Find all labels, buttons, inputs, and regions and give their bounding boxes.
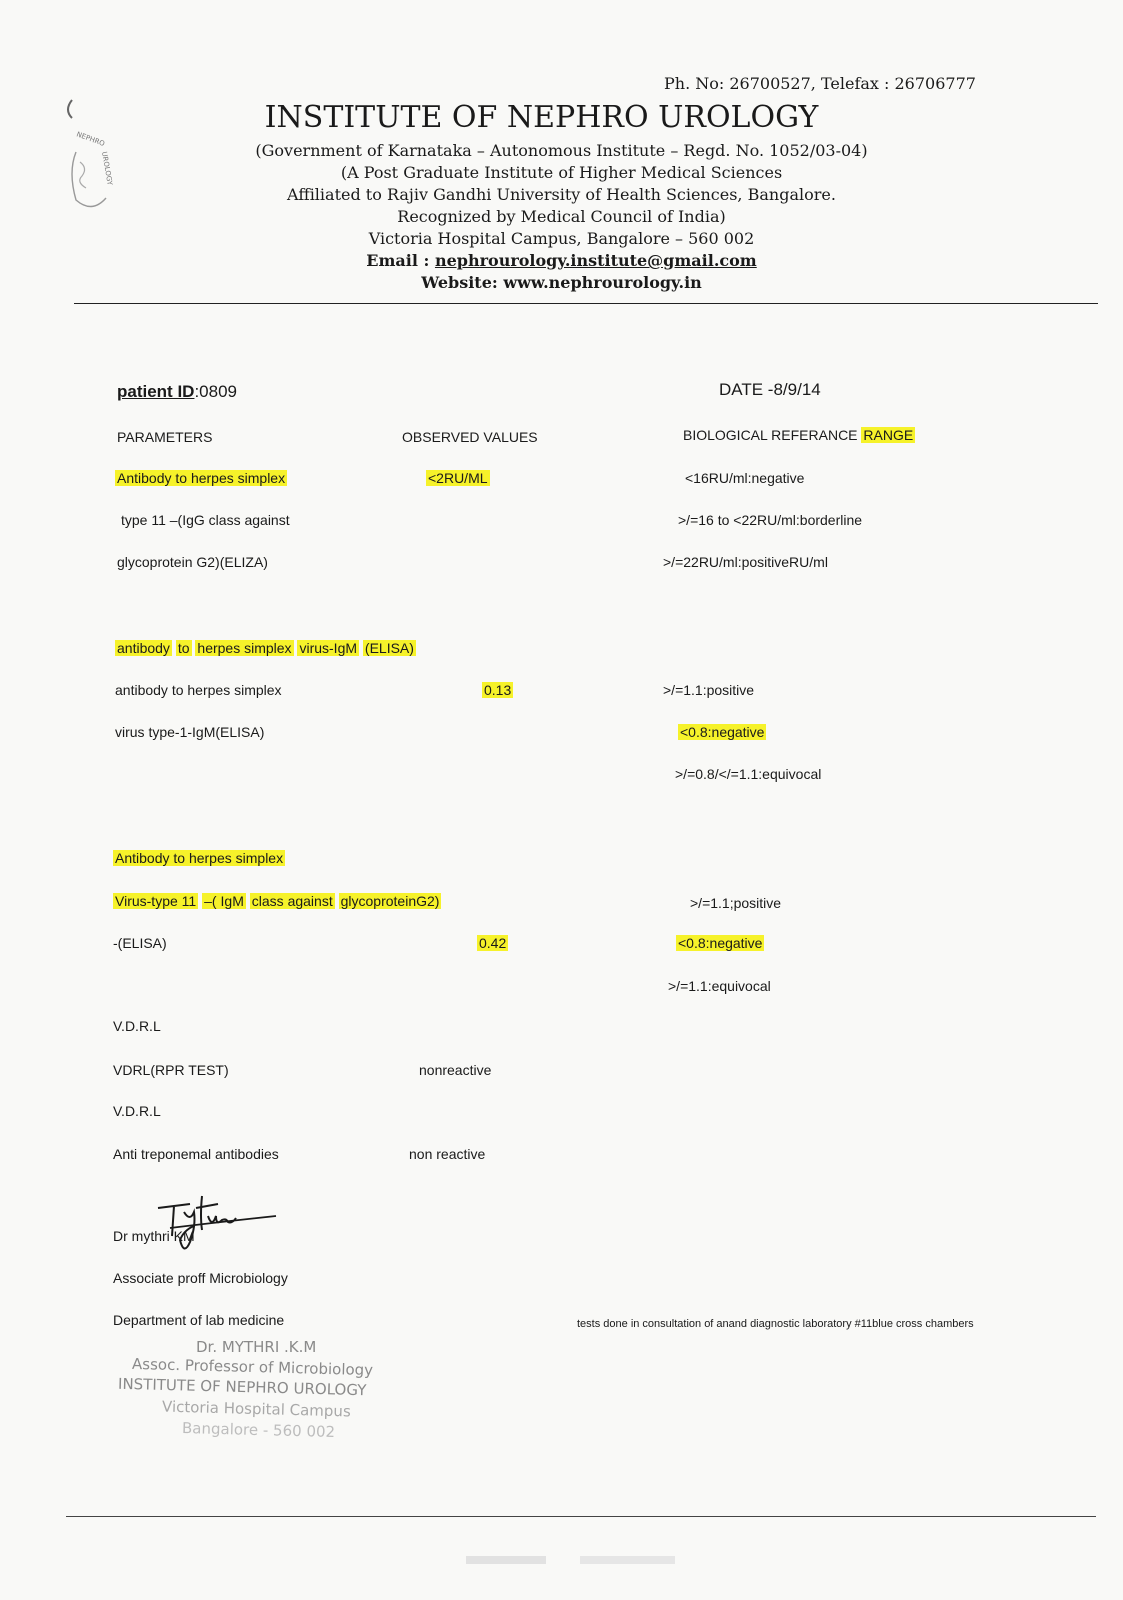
letterhead-line-5: Victoria Hospital Campus, Bangalore – 560 002 xyxy=(368,229,755,248)
header-observed-values: OBSERVED VALUES xyxy=(402,429,538,445)
handwritten-signature-icon xyxy=(150,1186,280,1266)
test1-name-line2: type 11 –(IgG class against xyxy=(121,512,290,528)
test2-range2: <0.8:negative xyxy=(680,724,765,740)
signatory-department: Department of lab medicine xyxy=(113,1312,285,1328)
vdrl-label-1: V.D.R.L xyxy=(113,1018,161,1034)
website-line: Website: www.nephrourology.in xyxy=(421,273,702,292)
institute-name: INSTITUTE OF NEPHRO UROLOGY xyxy=(264,100,819,135)
footer-divider xyxy=(66,1516,1096,1517)
faded-footer-mark-2 xyxy=(580,1556,675,1564)
letterhead-line-1: (Government of Karnataka – Autonomous Institute – Regd. No. 1052/03-04) xyxy=(255,141,868,160)
signatory-title: Associate proff Microbiology xyxy=(113,1270,288,1286)
stamp-line-5: Bangalore - 560 002 xyxy=(181,1418,336,1442)
test3-range2: <0.8:negative xyxy=(678,935,763,951)
svg-text:UROLOGY: UROLOGY xyxy=(100,150,114,186)
phone-line: Ph. No: 26700527, Telefax : 26706777 xyxy=(664,74,976,93)
report-date: DATE -8/9/14 xyxy=(719,380,821,399)
header-divider xyxy=(74,303,1098,304)
test3-value: 0.42 xyxy=(479,935,507,951)
test2-name-line1: antibody to herpes simplex xyxy=(115,682,282,698)
vdrl-test-name: VDRL(RPR TEST) xyxy=(113,1062,229,1078)
letterhead-line-3: Affiliated to Rajiv Gandhi University of Health Sciences, Bangalore. xyxy=(287,185,836,204)
test3-name-line2: Virus-type 11 –( IgM class against glycoproteinG2) xyxy=(115,893,440,909)
consultation-note: tests done in consultation of anand diagnostic laboratory #11blue cross chambers xyxy=(577,1318,974,1330)
test1-range1: <16RU/ml:negative xyxy=(685,470,805,486)
test1-name-line1: Antibody to herpes simplex xyxy=(117,470,286,486)
test2-range3: >/=0.8/</=1.1:equivocal xyxy=(675,766,822,782)
test2-name-line2: virus type-1-IgM(ELISA) xyxy=(115,724,265,740)
anti-treponemal-value: non reactive xyxy=(409,1146,486,1162)
test3-name-line3: -(ELISA) xyxy=(113,935,167,951)
patient-id: patient ID:0809 xyxy=(117,382,237,401)
header-reference-range: BIOLOGICAL REFERANCE RANGE xyxy=(683,427,914,443)
email-line: Email : nephrourology.institute@gmail.com xyxy=(366,251,757,270)
vdrl-test-value: nonreactive xyxy=(419,1062,492,1078)
test1-name-line3: glycoprotein G2)(ELIZA) xyxy=(117,554,268,570)
header-parameters: PARAMETERS xyxy=(117,429,213,445)
stamp-line-4: Victoria Hospital Campus xyxy=(161,1397,352,1421)
test1-range2: >/=16 to <22RU/ml:borderline xyxy=(678,512,863,528)
svg-text:NEPHRO: NEPHRO xyxy=(75,130,106,148)
website-link[interactable]: www.nephrourology.in xyxy=(503,273,702,292)
test3-range1: >/=1.1;positive xyxy=(690,895,782,911)
stamp-line-1: Dr. MYTHRI .K.M xyxy=(196,1338,317,1356)
test3-title: Antibody to herpes simplex xyxy=(115,850,284,866)
test3-range3: >/=1.1:equivocal xyxy=(668,978,771,994)
test2-range1: >/=1.1:positive xyxy=(663,682,755,698)
test1-range3: >/=22RU/ml:positiveRU/ml xyxy=(663,554,828,570)
email-link[interactable]: nephrourology.institute@gmail.com xyxy=(434,251,757,270)
letterhead-line-2: (A Post Graduate Institute of Higher Medical Sciences xyxy=(340,163,783,182)
test2-title: antibody to herpes simplex virus-IgM (ELISA) xyxy=(117,640,414,656)
letterhead-line-4: Recognized by Medical Council of India) xyxy=(397,207,726,226)
faded-footer-mark xyxy=(466,1556,546,1564)
vdrl-label-2: V.D.R.L xyxy=(113,1103,161,1119)
signatory-name: Dr mythri KM xyxy=(113,1228,195,1244)
stamp-line-2: Assoc. Professor of Microbiology xyxy=(131,1354,374,1380)
anti-treponemal-name: Anti treponemal antibodies xyxy=(113,1146,279,1162)
test1-value: <2RU/ML xyxy=(428,470,488,486)
stamp-line-3: INSTITUTE OF NEPHRO UROLOGY xyxy=(117,1374,367,1400)
test2-value: 0.13 xyxy=(484,682,512,698)
